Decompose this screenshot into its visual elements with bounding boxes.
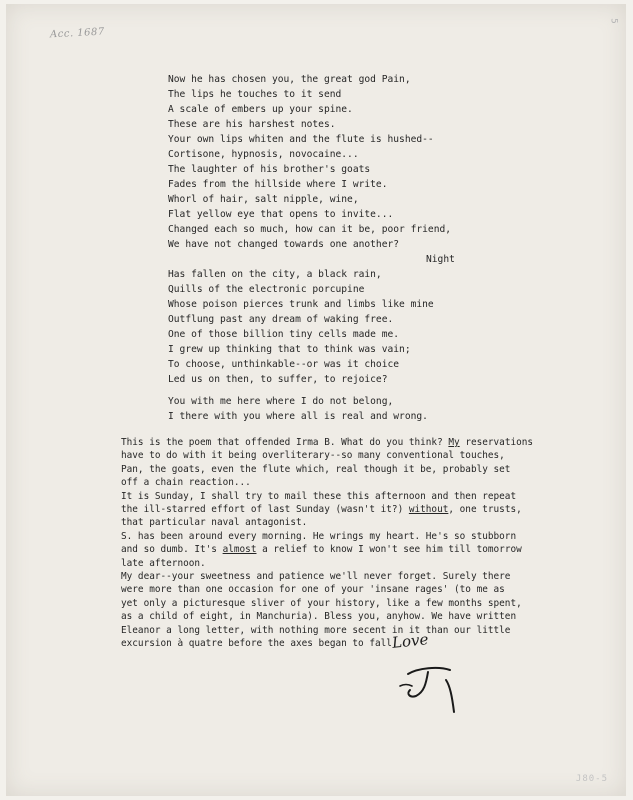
poem-line: Led us on then, to suffer, to rejoice?: [168, 374, 388, 385]
poem: [168, 72, 568, 424]
letter-line: that particular naval antagonist.: [121, 517, 308, 529]
letter-line: My dear--your sweetness and patience we'll never forget. Surely there: [121, 571, 511, 583]
poem-line: Quills of the electronic porcupine: [168, 284, 365, 295]
poem-night-word: Night: [426, 254, 455, 265]
letter-line: off a chain reaction...: [121, 477, 251, 489]
handwritten-signature: [388, 656, 478, 716]
letter-line: It is Sunday, I shall try to mail these this afternoon and then repeat: [121, 490, 517, 502]
letter-line: S. has been around every morning. He wrings my heart. He's so stubborn: [121, 530, 517, 542]
poem-line: Flat yellow eye that opens to invite...: [168, 209, 394, 220]
letter-line: and so dumb. It's almost a relief to know I won't see him till tomorrow: [121, 544, 522, 556]
poem-line: These are his harshest notes.: [168, 119, 336, 130]
poem-line: Whose poison pierces trunk and limbs like mine: [168, 299, 434, 310]
letter-line: Eleanor a long letter, with nothing more secent in it than our little: [121, 624, 511, 636]
poem-line: Changed each so much, how can it be, poor friend,: [168, 224, 452, 235]
poem-line: A scale of embers up your spine.: [168, 104, 353, 115]
poem-line: I grew up thinking that to think was vain;: [168, 344, 411, 355]
poem-line: Whorl of hair, salt nipple, wine,: [168, 194, 359, 205]
letter-line: the ill-starred effort of last Sunday (wasn't it?) without, one trusts,: [121, 504, 522, 516]
letter-body: [121, 436, 591, 651]
poem-line: Your own lips whiten and the flute is hushed--: [168, 134, 434, 145]
poem-line: I there with you where all is real and wrong.: [168, 411, 428, 422]
poem-line: Has fallen on the city, a black rain,: [168, 269, 382, 280]
poem-line: Now he has chosen you, the great god Pain,: [168, 74, 411, 85]
poem-line: The laughter of his brother's goats: [168, 164, 371, 175]
letter-line: have to do with it being overliterary--so many conventional touches,: [121, 450, 505, 462]
accession-note: Acc. 1687: [49, 26, 105, 41]
poem-stanza-1: [168, 72, 568, 252]
poem-line: We have not changed towards one another?: [168, 239, 400, 250]
poem-line: You with me here where I do not belong,: [168, 396, 394, 407]
letter-line: excursion à quatre before the axes began to fall.: [121, 638, 398, 650]
letter-page: [6, 4, 626, 796]
poem-line: Outflung past any dream of waking free.: [168, 314, 394, 325]
letter-line: were more than one occasion for one of your 'insane rages' (to me as: [121, 584, 505, 596]
poem-line: One of those billion tiny cells made me.: [168, 329, 400, 340]
signoff-love: Love: [391, 630, 430, 652]
letter-line: late afternoon.: [121, 557, 206, 569]
letter-line: Pan, the goats, even the flute which, real though it be, probably set: [121, 463, 511, 475]
poem-stanza-2: [168, 267, 568, 387]
page-mark: 5: [608, 18, 619, 24]
poem-line: The lips he touches to it send: [168, 89, 342, 100]
poem-stanza-3: [168, 394, 568, 424]
archive-stamp: J80-5: [575, 774, 608, 784]
poem-line: Cortisone, hypnosis, novocaine...: [168, 149, 359, 160]
poem-line: Fades from the hillside where I write.: [168, 179, 388, 190]
poem-line: To choose, unthinkable--or was it choice: [168, 359, 400, 370]
letter-line: yet only a picturesque sliver of your history, like a few months spent,: [121, 597, 522, 609]
letter-line: This is the poem that offended Irma B. What do you think? My reservations: [121, 437, 534, 448]
letter-line: as a child of eight, in Manchuria). Bless you, anyhow. We have written: [121, 611, 517, 623]
